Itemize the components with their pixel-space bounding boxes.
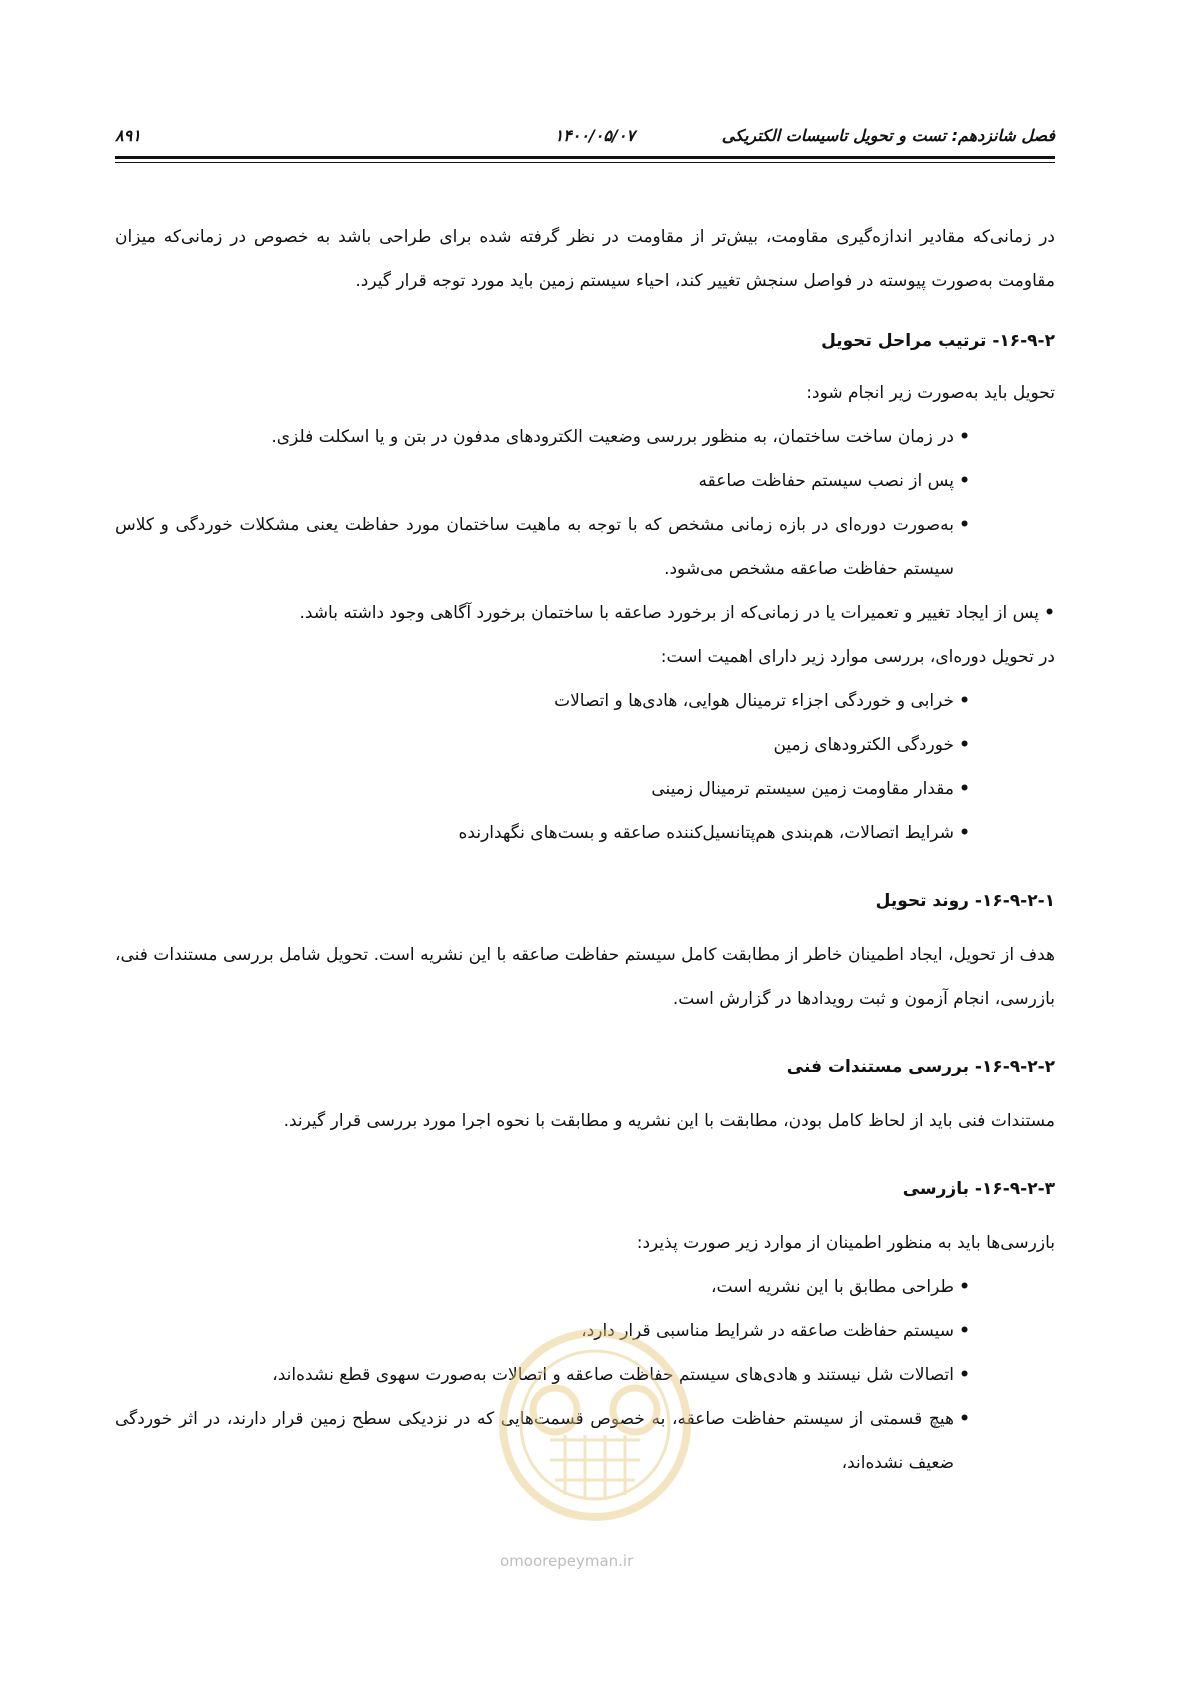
list-item: • پس از ایجاد تغییر و تعمیرات یا در زمانی‌که از برخورد صاعقه با ساختمان برخورد آگاهی وجود داشته باشد. (115, 591, 1055, 635)
page-header (115, 112, 1055, 162)
periodic-bullet-list (115, 679, 1055, 855)
list-item: • در زمان ساخت ساختمان، به منظور بررسی وضعیت الکترودهای مدفون در بتن و یا اسکلت فلزی. (115, 415, 970, 459)
watermark-text: omoorepeyman.ir (500, 1552, 634, 1570)
list-item: • به‌صورت دوره‌ای در بازه زمانی مشخص که با توجه به ماهیت ساختمان مورد حفاظت یعنی مشکلات خوردگی و کلاس سیستم حفاظت صاعقه مشخص می‌شود. (115, 503, 970, 591)
chapter-title: فصل شانزدهم: تست و تحویل تاسیسات الکتریکی (721, 126, 1055, 145)
section-2-bullet-list (115, 415, 1055, 635)
section-2-3-lead: بازرسی‌ها باید به منظور اطمینان از موارد زیر صورت پذیرد: (636, 1233, 1055, 1253)
list-item: • اتصالات شل نیستند و هادی‌های سیستم حفاظت صاعقه و اتصالات به‌صورت سهوی قطع نشده‌اند، (115, 1353, 970, 1397)
section-heading-2: ۱۶-۹-۲- ترتیب مراحل تحویل (821, 331, 1055, 351)
list-item: • خوردگی الکترودهای زمین (115, 723, 970, 767)
section-2-2-paragraph: مستندات فنی باید از لحاظ کامل بودن، مطابقت با این نشریه و مطابقت با نحوه اجرا مورد بررسی قرار گیرند. (283, 1111, 1055, 1131)
header-rule-thin (115, 162, 1055, 163)
periodic-lead: در تحویل دوره‌ای، بررسی موارد زیر دارای اهمیت است: (660, 647, 1055, 667)
section-heading-2-2: ۱۶-۹-۲-۲- بررسی مستندات فنی (786, 1057, 1055, 1077)
header-date: ۱۴۰۰/۰۵/۰۷ (554, 126, 635, 145)
section-heading-2-1: ۱۶-۹-۲-۱- روند تحویل (875, 891, 1055, 911)
list-item: • پس از نصب سیستم حفاظت صاعقه (115, 459, 970, 503)
list-item: • مقدار مقاومت زمین سیستم ترمینال زمینی (115, 767, 970, 811)
list-item: • سیستم حفاظت صاعقه در شرایط مناسبی قرار دارد، (115, 1309, 970, 1353)
intro-paragraph: در زمانی‌که مقادیر اندازه‌گیری مقاومت، بیش‌تر از مقاومت در نظر گرفته شده برای طراحی باشد به خصوص در زمانی‌که میزان مقاومت به‌صورت پیوسته در فواصل سنجش تغییر کند، احیاء سیستم زمین باید مورد توجه قرار گیرد. (115, 227, 1055, 291)
page-number: ۸۹۱ (115, 126, 141, 145)
page-body (115, 215, 1055, 1485)
seal-logo-icon (495, 1315, 695, 1535)
section-2-1-paragraph: هدف از تحویل، ایجاد اطمینان خاطر از مطابقت کامل سیستم حفاظت صاعقه با این نشریه است. تحویل شامل بررسی مستندات فنی، بازرسی، انجام آزمون و ثبت رویدادها در گزارش است. (115, 945, 1055, 1009)
list-item: • هیچ قسمتی از سیستم حفاظت صاعقه، به خصوص قسمت‌هایی که در نزدیکی سطح زمین قرار دارند، در اثر خوردگی ضعیف نشده‌اند، (115, 1397, 970, 1485)
section-2-lead: تحویل باید به‌صورت زیر انجام شود: (806, 383, 1055, 403)
list-item: • خرابی و خوردگی اجزاء ترمینال هوایی، هادی‌ها و اتصالات (115, 679, 970, 723)
list-item: • طراحی مطابق با این نشریه است، (115, 1265, 970, 1309)
list-item: • شرایط اتصالات، هم‌بندی هم‌پتانسیل‌کننده صاعقه و بست‌های نگهدارنده (115, 811, 970, 855)
section-heading-2-3: ۱۶-۹-۲-۳- بازرسی (902, 1179, 1055, 1199)
header-rule-thick (115, 156, 1055, 159)
